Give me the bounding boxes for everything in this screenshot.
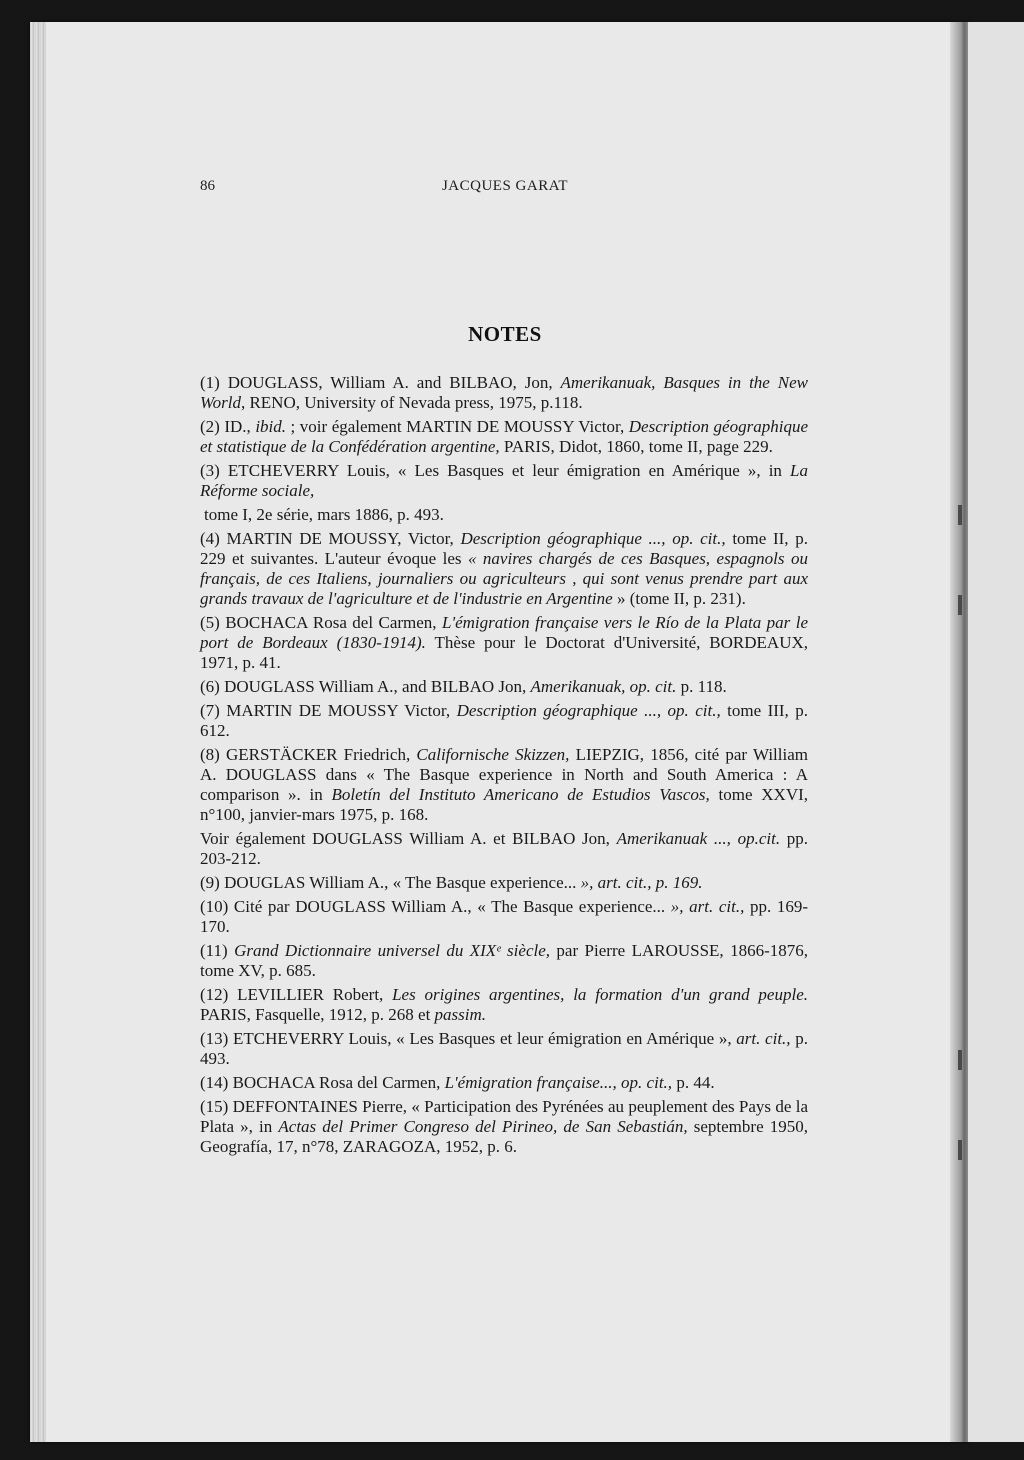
note-text: (8) GERSTÄCKER Friedrich, bbox=[200, 745, 417, 764]
note-text: tome II, p. 229 et suivantes. L'auteur évoque les bbox=[200, 529, 808, 568]
page-tab-mark bbox=[958, 1140, 962, 1160]
note-text: p. 493. bbox=[200, 1029, 809, 1068]
note-entry bbox=[200, 529, 808, 609]
page-tab-mark bbox=[958, 595, 962, 615]
note-italic-text: Description géographique ..., op. cit., bbox=[460, 529, 726, 548]
note-italic-text: L'émigration française..., op. cit., bbox=[444, 1073, 673, 1092]
note-text: septembre 1950, Geografía, 17, n°78, ZARAGOZA, 1952, p. 6. bbox=[200, 1117, 808, 1156]
page-tab-mark bbox=[958, 1050, 962, 1070]
note-entry bbox=[200, 505, 808, 525]
note-text: PARIS, Fasquelle, 1912, p. 268 et bbox=[200, 1005, 435, 1024]
note-text: (3) ETCHEVERRY Louis, « Les Basques et leur émigration en Amérique », in bbox=[200, 461, 791, 480]
note-entry bbox=[200, 677, 808, 697]
note-entry bbox=[200, 1029, 808, 1069]
note-text: (12) LEVILLIER Robert, bbox=[200, 985, 393, 1004]
note-text: (11) bbox=[200, 941, 235, 960]
note-entry bbox=[200, 1073, 808, 1093]
note-italic-text: Boletín del Instituto Americano de Estudios Vascos, bbox=[331, 785, 710, 804]
note-text: LIEPZIG, 1856, cité par William A. DOUGLASS dans « The Basque experience in North and South America : A comparison ». in bbox=[200, 745, 808, 804]
note-italic-text: », art. cit., bbox=[670, 897, 745, 916]
note-italic-text: Amerikanuak, op. cit. bbox=[530, 677, 677, 696]
note-italic-text: Californische Skizzen, bbox=[416, 745, 570, 764]
note-text: (6) DOUGLASS William A., and BILBAO Jon, bbox=[200, 677, 531, 696]
note-italic-text: « navires chargés de ces Basques, espagnols ou français, de ces Italiens, journaliers ou agriculteurs , qui sont venus prendre part aux grands travaux de l'agriculture et de l'industrie en Argentine bbox=[200, 549, 808, 608]
note-entry bbox=[200, 613, 808, 673]
note-italic-text: Amerikanuak ..., op.cit. bbox=[616, 829, 781, 848]
note-text: pp. 169-170. bbox=[200, 897, 808, 936]
notes-list bbox=[200, 373, 808, 1161]
note-entry bbox=[200, 829, 808, 869]
note-italic-text: Amerikanuak, Basques in the New World bbox=[200, 373, 808, 412]
note-italic-text: Actas del Primer Congreso del Pirineo, de San Sebastián, bbox=[278, 1117, 688, 1136]
note-text: (13) ETCHEVERRY Louis, « Les Basques et leur émigration en Amérique », bbox=[200, 1029, 737, 1048]
note-italic-text: ibid. bbox=[255, 417, 287, 436]
section-title: NOTES bbox=[468, 322, 542, 346]
note-italic-text: Grand Dictionnaire universel du XIXᵉ siècle, bbox=[234, 941, 551, 960]
note-text: (1) DOUGLASS, William A. and BILBAO, Jon, bbox=[200, 373, 561, 392]
note-entry bbox=[200, 461, 808, 501]
note-italic-text: Les origines argentines, la formation d'un grand peuple. bbox=[392, 985, 808, 1004]
note-text: pp. 203-212. bbox=[200, 829, 808, 868]
note-italic-text: L'émigration française vers le Río de la Plata par le port de Bordeaux (1830-1914). bbox=[200, 613, 808, 652]
note-text: tome XXVI, n°100, janvier-mars 1975, p. 168. bbox=[200, 785, 809, 824]
note-entry bbox=[200, 873, 808, 893]
note-text: p. 118. bbox=[676, 677, 727, 696]
note-text: PARIS, Didot, 1860, tome II, page 229. bbox=[499, 437, 773, 456]
page-tab-mark bbox=[958, 505, 962, 525]
note-text: (10) Cité par DOUGLASS William A., « The Basque experience... bbox=[200, 897, 671, 916]
note-text: » (tome II, p. 231). bbox=[612, 589, 746, 608]
note-text: par Pierre LAROUSSE, 1866-1876, tome XV, p. 685. bbox=[200, 941, 808, 980]
note-entry bbox=[200, 745, 808, 825]
note-italic-text: Description géographique et statistique de la Confédération argentine, bbox=[200, 417, 808, 456]
note-text: ; voir également MARTIN DE MOUSSY Victor, bbox=[286, 417, 629, 436]
note-text: Voir également DOUGLASS William A. et BILBAO Jon, bbox=[200, 829, 617, 848]
note-italic-text: », art. cit., p. 169. bbox=[580, 873, 703, 892]
note-text: (5) BOCHACA Rosa del Carmen, bbox=[200, 613, 442, 632]
note-entry bbox=[200, 417, 808, 457]
note-italic-text: La Réforme sociale, bbox=[200, 461, 808, 500]
note-italic-text: Description géographique ..., op. cit., bbox=[456, 701, 721, 720]
note-text: (15) DEFFONTAINES Pierre, « Participation des Pyrénées au peuplement des Pays de la Plata », in bbox=[200, 1097, 808, 1136]
note-entry bbox=[200, 985, 808, 1025]
note-text: (14) BOCHACA Rosa del Carmen, bbox=[200, 1073, 445, 1092]
note-text: tome I, 2e série, mars 1886, p. 493. bbox=[204, 505, 444, 524]
note-text: tome III, p. 612. bbox=[200, 701, 808, 740]
note-text: , RENO, University of Nevada press, 1975, p.118. bbox=[240, 393, 583, 412]
facing-page-edge bbox=[968, 22, 1024, 1442]
note-entry bbox=[200, 941, 808, 981]
note-italic-text: art. cit., bbox=[736, 1029, 791, 1048]
note-text: Thèse pour le Doctorat d'Université, BORDEAUX, 1971, p. 41. bbox=[200, 633, 809, 672]
note-text: (9) DOUGLAS William A., « The Basque experience... bbox=[200, 873, 581, 892]
note-entry bbox=[200, 897, 808, 937]
note-text: (7) MARTIN DE MOUSSY Victor, bbox=[200, 701, 457, 720]
note-entry bbox=[200, 1097, 808, 1157]
note-text: (2) ID., bbox=[200, 417, 256, 436]
note-text: p. 44. bbox=[672, 1073, 715, 1092]
note-entry bbox=[200, 373, 808, 413]
note-text: (4) MARTIN DE MOUSSY, Victor, bbox=[200, 529, 461, 548]
note-entry bbox=[200, 701, 808, 741]
running-head: JACQUES GARAT bbox=[441, 178, 569, 194]
note-italic-text: passim. bbox=[434, 1005, 487, 1024]
page-number: 86 bbox=[200, 178, 215, 194]
